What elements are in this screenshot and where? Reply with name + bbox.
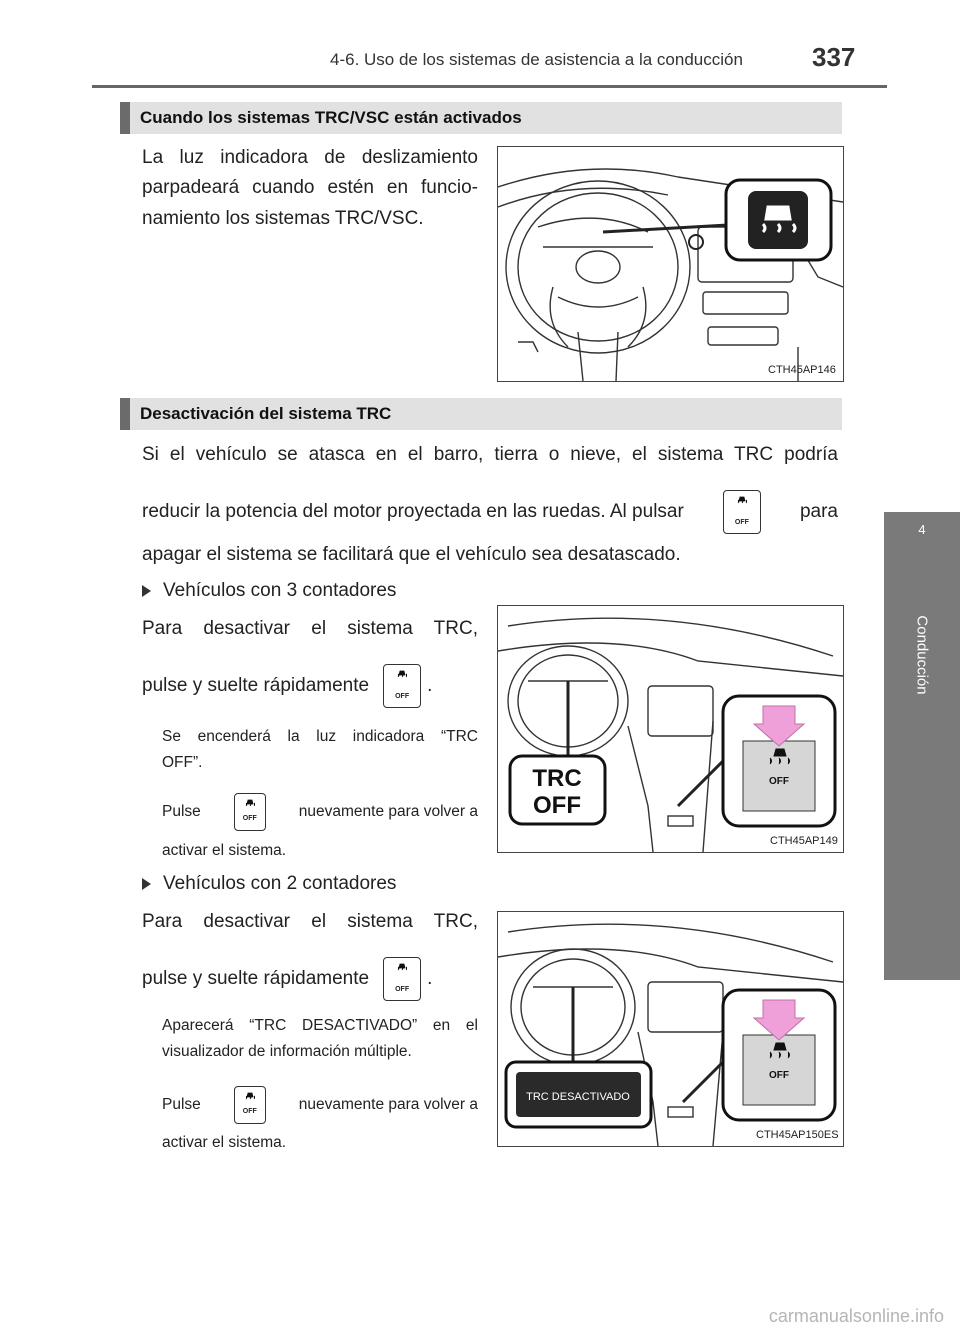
figure-trc-off-2-meters (497, 911, 844, 1147)
trc-off-button-icon: OFF (234, 1086, 266, 1124)
sub2-note1: Aparecerá “TRC DESACTIVADO” en el visualizador de información múltiple. (162, 1017, 478, 1061)
figure-code: CTH45AP149 (770, 835, 838, 847)
svg-text:OFF: OFF (769, 1070, 789, 1081)
sub2-line1: Para desactivar el sistema TRC, (142, 911, 478, 932)
sub2-note2-end: activar el sistema. (162, 1134, 287, 1151)
callout-trc-text: TRC (532, 765, 582, 792)
sub1-line1: Para desactivar el sistema TRC, (142, 618, 478, 639)
running-header: 4-6. Uso de los sistemas de asistencia a la conducción (330, 50, 743, 69)
callout-off-text: OFF (533, 792, 581, 819)
watermark-text: carmanualsonline.info (768, 1306, 944, 1326)
trc-off-3-meters-illustration (498, 606, 843, 852)
bullet-triangle-icon (142, 878, 151, 890)
section2-intro-line1: Si el vehículo se atasca en el barro, tierra o nieve, el sistema TRC podría (142, 444, 838, 465)
trc-off-button-icon: OFF (234, 793, 266, 831)
section1-body-line: namiento los sistemas TRC/VSC. (142, 207, 424, 229)
sub1-note2-end: activar el sistema. (162, 842, 287, 859)
callout-trc-desactivado-text: TRC DESACTIVADO (526, 1091, 630, 1103)
chapter-side-tab (884, 512, 960, 980)
section1-body-line: parpadeará cuando estén en funcio- (142, 177, 478, 199)
trc-off-button-icon: OFF (723, 490, 761, 534)
sub1-line2: pulse y suelte rápidamente OFF . (142, 664, 478, 708)
bullet-triangle-icon (142, 585, 151, 597)
section2-intro-line2 (142, 490, 838, 534)
sub1-note1: Se encenderá la luz indicadora “TRC OFF”. (162, 728, 478, 772)
figure-code: CTH45AP150ES (756, 1129, 839, 1141)
bullet-2-meters: Vehículos con 2 contadores (142, 869, 396, 899)
bullet-3-meters: Vehículos con 3 contadores (142, 576, 396, 606)
trc-off-2-meters-illustration (498, 912, 843, 1146)
header-rule (92, 85, 887, 88)
page-number: 337 (812, 42, 856, 72)
section2-intro-text: reducir la potencia del motor proyectada en las ruedas. Al pulsar (142, 500, 684, 522)
trc-off-button-icon: OFF (383, 957, 421, 1001)
dashboard-indicator-illustration (498, 147, 843, 381)
sub2-note2: Pulse OFF nuevamente para volver a (162, 1086, 478, 1124)
section-heading-trc-deactivation: Desactivación del sistema TRC (120, 398, 842, 430)
section1-body (142, 143, 478, 234)
section2-intro-text: para (799, 500, 838, 522)
trc-off-button-icon: OFF (383, 664, 421, 708)
section2-intro-line3: apagar el sistema se facilitará que el vehículo sea desatascado. (142, 544, 681, 565)
section1-body-line: La luz indicadora de deslizamiento (142, 147, 478, 168)
sub1-note2: Pulse OFF nuevamente para volver a (162, 793, 478, 831)
section-heading-trc-vsc-active: Cuando los sistemas TRC/VSC están activados (120, 102, 842, 134)
figure-code: CTH45AP146 (768, 364, 836, 376)
svg-text:OFF: OFF (769, 776, 789, 787)
chapter-number: 4 (918, 522, 926, 537)
sub2-line2: pulse y suelte rápidamente OFF . (142, 957, 478, 1001)
figure-dashboard-indicator (497, 146, 844, 382)
chapter-name: Conducción (913, 615, 931, 695)
figure-trc-off-3-meters (497, 605, 844, 853)
